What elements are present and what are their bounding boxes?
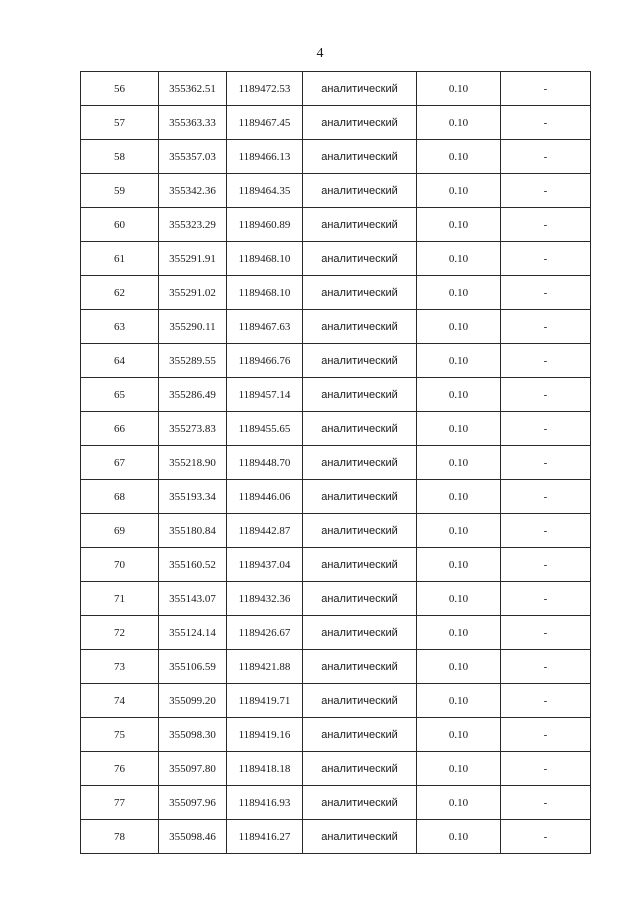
- method-cell: аналитический: [303, 548, 417, 582]
- method-cell: аналитический: [303, 174, 417, 208]
- note-cell: -: [501, 548, 591, 582]
- table-row: [81, 446, 591, 480]
- accuracy-cell: 0.10: [417, 480, 501, 514]
- point-number-cell: 76: [81, 752, 159, 786]
- note-cell: -: [501, 446, 591, 480]
- y-coordinate-cell: 1189457.14: [227, 378, 303, 412]
- note-cell: -: [501, 310, 591, 344]
- table-row: [81, 650, 591, 684]
- table-row: [81, 718, 591, 752]
- y-coordinate-cell: 1189419.71: [227, 684, 303, 718]
- method-cell: аналитический: [303, 514, 417, 548]
- point-number-cell: 64: [81, 344, 159, 378]
- table-row: [81, 514, 591, 548]
- x-coordinate-cell: 355218.90: [159, 446, 227, 480]
- method-cell: аналитический: [303, 208, 417, 242]
- table-row: [81, 752, 591, 786]
- table-row: [81, 378, 591, 412]
- method-cell: аналитический: [303, 378, 417, 412]
- note-cell: -: [501, 752, 591, 786]
- accuracy-cell: 0.10: [417, 514, 501, 548]
- method-cell: аналитический: [303, 582, 417, 616]
- accuracy-cell: 0.10: [417, 548, 501, 582]
- y-coordinate-cell: 1189437.04: [227, 548, 303, 582]
- coordinates-table: [80, 71, 591, 854]
- note-cell: -: [501, 718, 591, 752]
- y-coordinate-cell: 1189468.10: [227, 242, 303, 276]
- accuracy-cell: 0.10: [417, 378, 501, 412]
- x-coordinate-cell: 355289.55: [159, 344, 227, 378]
- x-coordinate-cell: 355097.80: [159, 752, 227, 786]
- method-cell: аналитический: [303, 480, 417, 514]
- x-coordinate-cell: 355342.36: [159, 174, 227, 208]
- method-cell: аналитический: [303, 616, 417, 650]
- point-number-cell: 56: [81, 72, 159, 106]
- table-row: [81, 820, 591, 854]
- note-cell: -: [501, 684, 591, 718]
- point-number-cell: 71: [81, 582, 159, 616]
- note-cell: -: [501, 276, 591, 310]
- table-row: [81, 242, 591, 276]
- method-cell: аналитический: [303, 786, 417, 820]
- coordinates-table-body: [81, 72, 591, 854]
- accuracy-cell: 0.10: [417, 310, 501, 344]
- x-coordinate-cell: 355273.83: [159, 412, 227, 446]
- x-coordinate-cell: 355291.02: [159, 276, 227, 310]
- point-number-cell: 65: [81, 378, 159, 412]
- accuracy-cell: 0.10: [417, 820, 501, 854]
- table-row: [81, 140, 591, 174]
- point-number-cell: 75: [81, 718, 159, 752]
- method-cell: аналитический: [303, 752, 417, 786]
- note-cell: -: [501, 480, 591, 514]
- y-coordinate-cell: 1189442.87: [227, 514, 303, 548]
- accuracy-cell: 0.10: [417, 242, 501, 276]
- note-cell: -: [501, 650, 591, 684]
- accuracy-cell: 0.10: [417, 752, 501, 786]
- x-coordinate-cell: 355357.03: [159, 140, 227, 174]
- table-row: [81, 174, 591, 208]
- point-number-cell: 67: [81, 446, 159, 480]
- table-row: [81, 582, 591, 616]
- y-coordinate-cell: 1189467.63: [227, 310, 303, 344]
- x-coordinate-cell: 355291.91: [159, 242, 227, 276]
- y-coordinate-cell: 1189446.06: [227, 480, 303, 514]
- point-number-cell: 60: [81, 208, 159, 242]
- table-row: [81, 684, 591, 718]
- method-cell: аналитический: [303, 344, 417, 378]
- y-coordinate-cell: 1189466.76: [227, 344, 303, 378]
- y-coordinate-cell: 1189432.36: [227, 582, 303, 616]
- table-row: [81, 208, 591, 242]
- point-number-cell: 66: [81, 412, 159, 446]
- note-cell: -: [501, 140, 591, 174]
- point-number-cell: 57: [81, 106, 159, 140]
- method-cell: аналитический: [303, 276, 417, 310]
- note-cell: -: [501, 820, 591, 854]
- x-coordinate-cell: 355323.29: [159, 208, 227, 242]
- point-number-cell: 78: [81, 820, 159, 854]
- y-coordinate-cell: 1189419.16: [227, 718, 303, 752]
- method-cell: аналитический: [303, 684, 417, 718]
- y-coordinate-cell: 1189418.18: [227, 752, 303, 786]
- y-coordinate-cell: 1189448.70: [227, 446, 303, 480]
- point-number-cell: 74: [81, 684, 159, 718]
- note-cell: -: [501, 412, 591, 446]
- table-row: [81, 616, 591, 650]
- accuracy-cell: 0.10: [417, 718, 501, 752]
- method-cell: аналитический: [303, 718, 417, 752]
- x-coordinate-cell: 355193.34: [159, 480, 227, 514]
- table-row: [81, 344, 591, 378]
- method-cell: аналитический: [303, 820, 417, 854]
- note-cell: -: [501, 72, 591, 106]
- y-coordinate-cell: 1189464.35: [227, 174, 303, 208]
- point-number-cell: 70: [81, 548, 159, 582]
- accuracy-cell: 0.10: [417, 106, 501, 140]
- point-number-cell: 72: [81, 616, 159, 650]
- note-cell: -: [501, 242, 591, 276]
- accuracy-cell: 0.10: [417, 174, 501, 208]
- x-coordinate-cell: 355098.46: [159, 820, 227, 854]
- y-coordinate-cell: 1189416.27: [227, 820, 303, 854]
- y-coordinate-cell: 1189466.13: [227, 140, 303, 174]
- method-cell: аналитический: [303, 242, 417, 276]
- accuracy-cell: 0.10: [417, 344, 501, 378]
- table-row: [81, 72, 591, 106]
- table-row: [81, 106, 591, 140]
- x-coordinate-cell: 355160.52: [159, 548, 227, 582]
- accuracy-cell: 0.10: [417, 684, 501, 718]
- point-number-cell: 69: [81, 514, 159, 548]
- point-number-cell: 59: [81, 174, 159, 208]
- table-row: [81, 276, 591, 310]
- note-cell: -: [501, 106, 591, 140]
- accuracy-cell: 0.10: [417, 446, 501, 480]
- x-coordinate-cell: 355098.30: [159, 718, 227, 752]
- method-cell: аналитический: [303, 72, 417, 106]
- table-row: [81, 786, 591, 820]
- point-number-cell: 61: [81, 242, 159, 276]
- point-number-cell: 58: [81, 140, 159, 174]
- method-cell: аналитический: [303, 106, 417, 140]
- table-row: [81, 480, 591, 514]
- y-coordinate-cell: 1189468.10: [227, 276, 303, 310]
- y-coordinate-cell: 1189467.45: [227, 106, 303, 140]
- y-coordinate-cell: 1189421.88: [227, 650, 303, 684]
- x-coordinate-cell: 355363.33: [159, 106, 227, 140]
- x-coordinate-cell: 355290.11: [159, 310, 227, 344]
- method-cell: аналитический: [303, 412, 417, 446]
- accuracy-cell: 0.10: [417, 786, 501, 820]
- method-cell: аналитический: [303, 310, 417, 344]
- y-coordinate-cell: 1189460.89: [227, 208, 303, 242]
- x-coordinate-cell: 355106.59: [159, 650, 227, 684]
- y-coordinate-cell: 1189426.67: [227, 616, 303, 650]
- note-cell: -: [501, 208, 591, 242]
- note-cell: -: [501, 616, 591, 650]
- note-cell: -: [501, 344, 591, 378]
- accuracy-cell: 0.10: [417, 140, 501, 174]
- note-cell: -: [501, 378, 591, 412]
- x-coordinate-cell: 355286.49: [159, 378, 227, 412]
- note-cell: -: [501, 582, 591, 616]
- accuracy-cell: 0.10: [417, 72, 501, 106]
- method-cell: аналитический: [303, 446, 417, 480]
- x-coordinate-cell: 355099.20: [159, 684, 227, 718]
- accuracy-cell: 0.10: [417, 208, 501, 242]
- point-number-cell: 73: [81, 650, 159, 684]
- accuracy-cell: 0.10: [417, 276, 501, 310]
- table-row: [81, 310, 591, 344]
- point-number-cell: 77: [81, 786, 159, 820]
- x-coordinate-cell: 355180.84: [159, 514, 227, 548]
- point-number-cell: 68: [81, 480, 159, 514]
- x-coordinate-cell: 355124.14: [159, 616, 227, 650]
- method-cell: аналитический: [303, 140, 417, 174]
- table-row: [81, 412, 591, 446]
- accuracy-cell: 0.10: [417, 412, 501, 446]
- accuracy-cell: 0.10: [417, 650, 501, 684]
- y-coordinate-cell: 1189416.93: [227, 786, 303, 820]
- note-cell: -: [501, 514, 591, 548]
- point-number-cell: 63: [81, 310, 159, 344]
- page-number: 4: [316, 46, 324, 61]
- note-cell: -: [501, 786, 591, 820]
- accuracy-cell: 0.10: [417, 582, 501, 616]
- method-cell: аналитический: [303, 650, 417, 684]
- table-row: [81, 548, 591, 582]
- note-cell: -: [501, 174, 591, 208]
- x-coordinate-cell: 355362.51: [159, 72, 227, 106]
- x-coordinate-cell: 355143.07: [159, 582, 227, 616]
- x-coordinate-cell: 355097.96: [159, 786, 227, 820]
- accuracy-cell: 0.10: [417, 616, 501, 650]
- y-coordinate-cell: 1189472.53: [227, 72, 303, 106]
- y-coordinate-cell: 1189455.65: [227, 412, 303, 446]
- point-number-cell: 62: [81, 276, 159, 310]
